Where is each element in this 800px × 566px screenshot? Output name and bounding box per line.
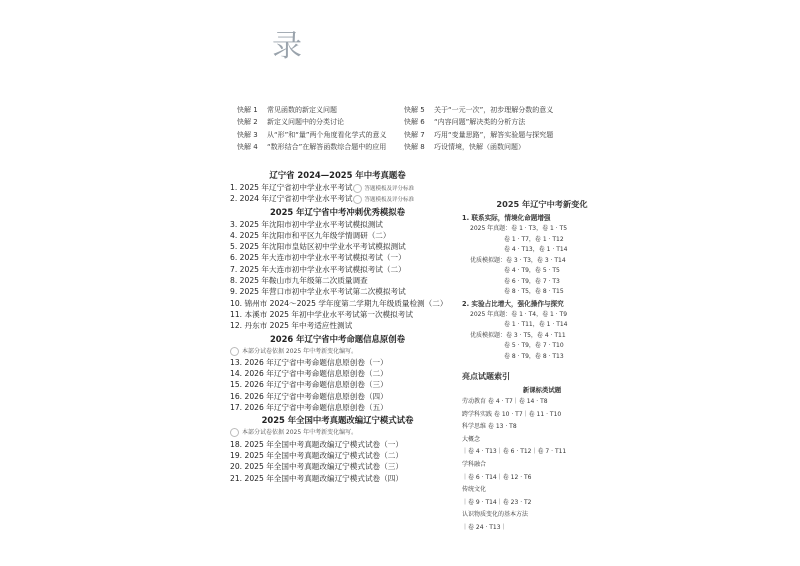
- quick-index-text: “数形结合”在解答函数综合题中的应用: [267, 143, 387, 152]
- section-note-text: 本部分试卷依据 2025 年中考新变化编写。: [242, 347, 358, 355]
- paper-list-item[interactable]: [230, 402, 445, 413]
- quick-index-row: [404, 129, 574, 141]
- section-title: 辽宁省 2024—2025 年中考真题卷: [269, 170, 406, 180]
- paper-title: 5. 2025 年沈阳市皇姑区初中学业水平考试模拟测试: [230, 242, 406, 252]
- change-reference: 卷 6 · T9，卷 7 · T3: [504, 277, 560, 285]
- change-group-heading: 2. 实验占比增大，强化操作与探究: [462, 299, 564, 308]
- change-reference: 2025 年真题：卷 1 · T4，卷 1 · T9: [470, 310, 568, 318]
- paper-title: 2. 2024 年辽宁省初中学业水平考试: [230, 194, 353, 204]
- answer-badge-icon: [353, 195, 362, 204]
- highlight-line: 跨学科实践 卷 10 · T7｜卷 11 · T10: [462, 410, 562, 418]
- change-reference: 2025 年真题：卷 1 · T3，卷 1 · T5: [470, 225, 568, 232]
- quick-index-number: 快解 8: [404, 143, 425, 152]
- section-note-text: 本部分试卷依据 2025 年中考新变化编写。: [242, 429, 358, 437]
- quick-index-text: 巧用“变量思路”，解答实验题与探究题: [434, 130, 554, 139]
- paper-title: 10. 锦州市 2024～2025 学年度第二学期九年级质量检测（二）: [230, 298, 448, 308]
- section-title: 2025 年全国中考真题改编辽宁模式试卷: [261, 415, 414, 426]
- quick-index-number: 快解 2: [237, 118, 258, 127]
- highlight-line: 大概念: [462, 435, 481, 443]
- change-group-heading: 1. 联系实际，情境化命题增强: [462, 214, 551, 222]
- quick-index-column-left: [237, 104, 407, 154]
- quick-index-number: 快解 7: [404, 130, 425, 139]
- paper-list-item[interactable]: [230, 252, 445, 263]
- paper-extra-note: 答题模板及评分标准: [364, 197, 415, 204]
- changes-list: [462, 212, 622, 362]
- paper-title: 3. 2025 年沈阳市初中学业水平考试模拟测试: [230, 219, 383, 229]
- paper-title: 20. 2025 年全国中考真题改编辽宁模式试卷（三）: [230, 462, 403, 472]
- highlight-line: ｜卷 9 · T14｜卷 23 · T2: [462, 498, 532, 506]
- paper-title: 8. 2025 年鞍山市九年级第二次质量调查: [230, 276, 368, 286]
- quick-index-row: [404, 104, 574, 116]
- quick-index-text: 关于“一元一次”，初步理解分数的意义: [434, 106, 554, 114]
- paper-title: 16. 2026 年辽宁省中考命题信息原创卷（四）: [230, 391, 388, 401]
- quick-index-row: [237, 129, 407, 141]
- paper-list-item[interactable]: [230, 275, 445, 286]
- paper-list-item[interactable]: [230, 241, 445, 252]
- paper-list-item[interactable]: [230, 309, 445, 320]
- paper-list-item[interactable]: [230, 439, 445, 450]
- change-reference: 优质模拟题：卷 3 · T5，卷 4 · T11: [470, 331, 566, 339]
- quick-index-row: [404, 116, 574, 128]
- paper-list-item[interactable]: [230, 298, 448, 309]
- quick-index-row: [237, 104, 407, 116]
- paper-title: 7. 2025 年大连市初中学业水平考试模拟考试（二）: [230, 264, 406, 274]
- change-reference: 卷 8 · T9，卷 8 · T13: [504, 352, 564, 360]
- paper-title: 21. 2025 年全国中考真题改编辽宁模式试卷（四）: [230, 473, 403, 483]
- paper-title: 13. 2026 年辽宁省中考命题信息原创卷（一）: [230, 357, 388, 367]
- quick-index-text: 常见函数的新定义问题: [267, 106, 337, 114]
- quick-index-text: “内容问题”解决类的分析方法: [434, 118, 526, 127]
- paper-list-item[interactable]: [230, 193, 445, 204]
- paper-list-item[interactable]: [230, 461, 445, 472]
- logo-mark: [270, 24, 310, 64]
- paper-extra-note: 答题模板及评分标准: [364, 186, 415, 192]
- quick-index-text: 从“形”和“量”两个角度看化学式的意义: [267, 130, 387, 139]
- paper-title: 14. 2026 年辽宁省中考命题信息原创卷（二）: [230, 369, 388, 379]
- quick-index-row: [237, 141, 407, 153]
- section-note: [230, 427, 445, 438]
- paper-list-item[interactable]: [230, 450, 445, 461]
- sidebar: [462, 196, 622, 535]
- highlight-line: 传统文化: [462, 486, 487, 494]
- quick-index-row: [404, 141, 574, 153]
- note-badge-icon: [230, 428, 239, 437]
- highlight-line: ｜卷 24 · T13｜: [462, 523, 507, 531]
- paper-list-item[interactable]: [230, 182, 445, 193]
- change-reference: 卷 8 · T5，卷 8 · T15: [504, 288, 564, 295]
- quick-index-row: [237, 116, 407, 128]
- paper-title: 17. 2026 年辽宁省中考命题信息原创卷（五）: [230, 403, 388, 413]
- highlight-line: 认识物质变化的基本方法: [462, 511, 529, 519]
- paper-title: 1. 2025 年辽宁省初中学业水平考试: [230, 183, 353, 192]
- paper-list-item[interactable]: [230, 230, 445, 241]
- paper-list-item[interactable]: [230, 264, 445, 275]
- change-reference: 优质模拟题：卷 3 · T3，卷 3 · T14: [470, 256, 566, 264]
- paper-title: 4. 2025 年沈阳市和平区九年级学情调研（二）: [230, 230, 391, 240]
- highlight-line: ｜卷 4 · T13｜卷 6 · T12｜卷 7 · T11: [462, 448, 567, 456]
- change-reference: 卷 4 · T13，卷 1 · T14: [504, 246, 568, 253]
- highlights-list: [462, 396, 622, 535]
- changes-title: 2025 年辽宁中考新变化: [496, 199, 588, 209]
- paper-list-item[interactable]: [230, 357, 445, 368]
- highlight-line: 学科融合: [462, 460, 487, 468]
- change-reference: 卷 4 · T9，卷 5 · T5: [504, 267, 560, 274]
- paper-list-item[interactable]: [230, 379, 445, 390]
- quick-index-number: 快解 3: [237, 130, 258, 139]
- paper-title: 18. 2025 年全国中考真题改编辽宁模式试卷（一）: [230, 439, 403, 449]
- highlight-line: 劳动教育 卷 4 · T7｜卷 14 · T8: [462, 398, 548, 405]
- change-reference: 卷 5 · T9，卷 7 · T10: [504, 342, 564, 349]
- paper-title: 15. 2026 年辽宁省中考命题信息原创卷（三）: [230, 380, 388, 390]
- quick-index-number: 快解 1: [237, 106, 258, 114]
- highlights-title: 亮点试题索引: [462, 372, 510, 381]
- paper-list-item[interactable]: [230, 368, 445, 379]
- quick-index-column-right: [404, 104, 574, 154]
- paper-list-item[interactable]: [230, 219, 445, 230]
- highlights-subtitle: 新课标类试题: [522, 386, 562, 394]
- quick-index-text: 巧设情境，快解（函数问题）: [434, 143, 525, 152]
- paper-list-item[interactable]: [230, 286, 445, 297]
- quick-index-number: 快解 5: [404, 106, 425, 114]
- paper-list-item[interactable]: [230, 473, 445, 484]
- section-title: 2025 年辽宁省中考冲刺优秀模拟卷: [269, 206, 406, 217]
- paper-list: [230, 168, 448, 484]
- paper-list-item[interactable]: [230, 320, 445, 331]
- paper-list-item[interactable]: [230, 391, 445, 402]
- quick-index-number: 快解 4: [237, 143, 258, 152]
- section-note: [230, 346, 445, 357]
- quick-index-text: 新定义问题中的分类讨论: [267, 118, 344, 127]
- paper-title: 19. 2025 年全国中考真题改编辽宁模式试卷（二）: [230, 450, 403, 460]
- paper-title: 12. 丹东市 2025 年中考适应性测试: [230, 321, 353, 331]
- paper-title: 11. 本溪市 2025 年初中学业水平考试第一次模拟考试: [230, 309, 413, 319]
- section-title: 2026 年辽宁省中考命题信息原创卷: [269, 333, 406, 344]
- paper-title: 9. 2025 年营口市初中学业水平考试第二次模拟考试: [230, 287, 406, 297]
- quick-index-number: 快解 6: [404, 118, 425, 127]
- highlight-line: 科学思维 卷 13 · T8: [462, 423, 517, 431]
- paper-title: 6. 2025 年大连市初中学业水平考试模拟考试（一）: [230, 253, 406, 263]
- highlight-line: ｜卷 6 · T14｜卷 12 · T6: [462, 473, 532, 481]
- answer-badge-icon: [353, 184, 362, 193]
- change-reference: 卷 1 · T7，卷 1 · T12: [504, 235, 564, 243]
- logo-char: 录: [272, 29, 302, 64]
- note-badge-icon: [230, 347, 239, 356]
- change-reference: 卷 1 · T11，卷 1 · T14: [504, 321, 568, 328]
